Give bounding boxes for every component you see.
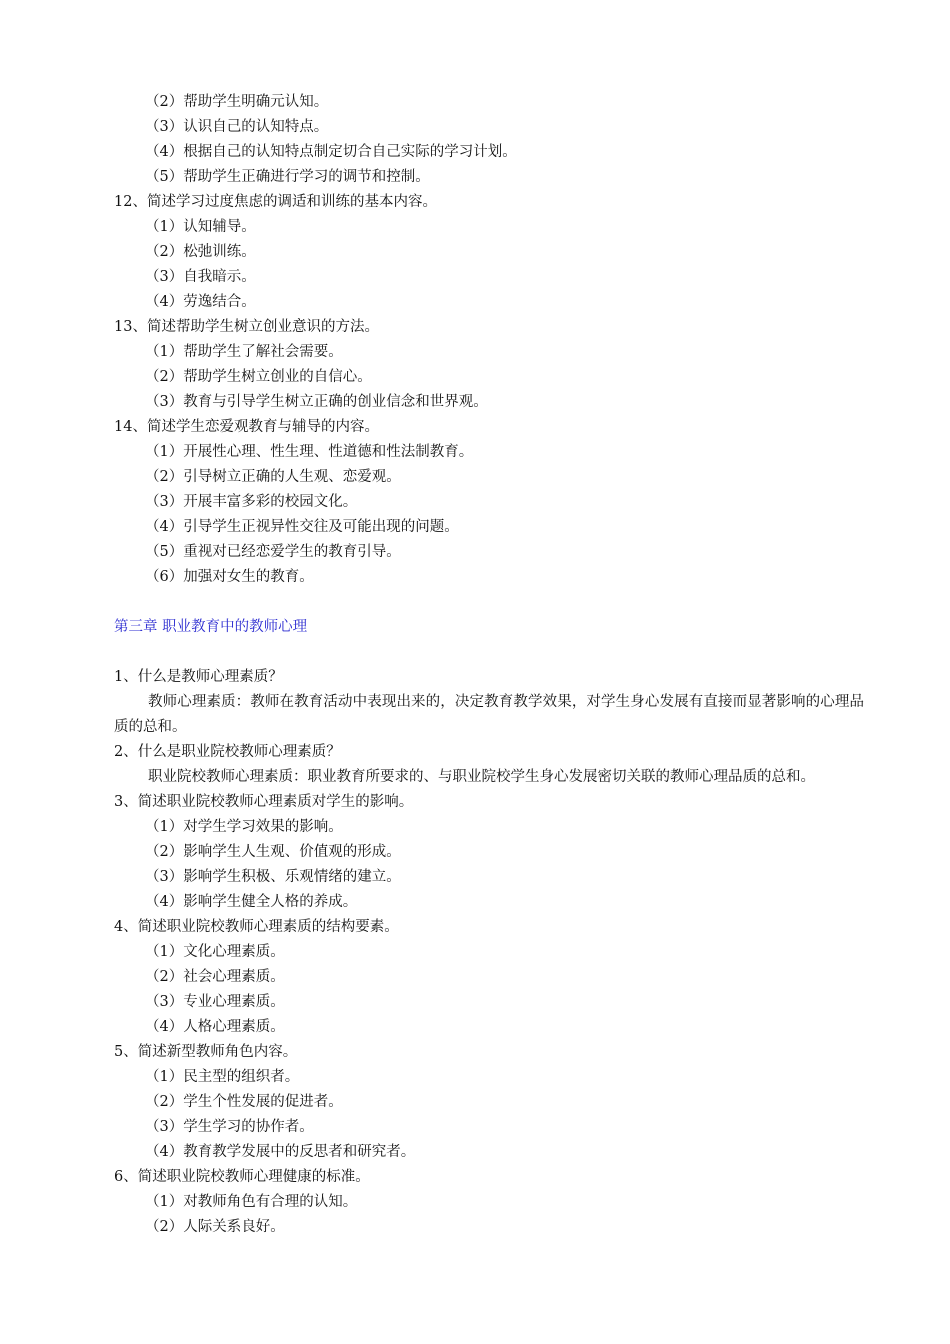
document-page [114, 90, 864, 1240]
answer-item: （2）帮助学生明确元认知。 [145, 94, 329, 110]
answer-item: （3）自我暗示。 [145, 269, 256, 285]
question-heading: 1、什么是教师心理素质？ [114, 669, 283, 685]
question-heading: 4、简述职业院校教师心理素质的结构要素。 [114, 919, 399, 935]
answer-item: （3）教育与引导学生树立正确的创业信念和世界观。 [145, 394, 488, 410]
answer-item: （4）劳逸结合。 [145, 294, 256, 310]
answer-item: （2）引导树立正确的人生观、恋爱观。 [145, 469, 401, 485]
answer-item: （3）学生学习的协作者。 [145, 1119, 314, 1135]
question-heading: 2、什么是职业院校教师心理素质？ [114, 744, 341, 760]
answer-item: （1）民主型的组织者。 [145, 1069, 300, 1085]
question-heading: 5、简述新型教师角色内容。 [114, 1044, 298, 1060]
answer-item: （1）开展性心理、性生理、性道德和性法制教育。 [145, 444, 474, 460]
chapter-heading: 第三章 职业教育中的教师心理 [114, 619, 308, 635]
answer-item: （2）社会心理素质。 [145, 969, 285, 985]
answer-item: （1）认知辅导。 [145, 219, 256, 235]
answer-item: （4）教育教学发展中的反思者和研究者。 [145, 1144, 416, 1160]
answer-item: （1）文化心理素质。 [145, 944, 285, 960]
answer-paragraph: 职业院校教师心理素质：职业教育所要求的、与职业院校学生身心发展密切关联的教师心理品质的总和。 [148, 769, 815, 785]
question-heading: 6、简述职业院校教师心理健康的标准。 [114, 1169, 370, 1185]
answer-item: （4）引导学生正视异性交往及可能出现的问题。 [145, 519, 459, 535]
answer-item: （3）认识自己的认知特点。 [145, 119, 329, 135]
answer-item: （3）影响学生积极、乐观情绪的建立。 [145, 869, 401, 885]
question-heading: 14、简述学生恋爱观教育与辅导的内容。 [114, 419, 379, 435]
answer-item: （2）人际关系良好。 [145, 1219, 285, 1235]
answer-item: （1）对教师角色有合理的认知。 [145, 1194, 358, 1210]
answer-item: （5）帮助学生正确进行学习的调节和控制。 [145, 169, 430, 185]
answer-item: （4）影响学生健全人格的养成。 [145, 894, 358, 910]
answer-item: （4）人格心理素质。 [145, 1019, 285, 1035]
answer-paragraph: 教师心理素质：教师在教育活动中表现出来的，决定教育教学效果，对学生身心发展有直接而显著影响的心理品质的总和。 [114, 694, 864, 735]
answer-item: （2）帮助学生树立创业的自信心。 [145, 369, 372, 385]
question-heading: 12、简述学习过度焦虑的调适和训练的基本内容。 [114, 194, 437, 210]
answer-item: （3）开展丰富多彩的校园文化。 [145, 494, 358, 510]
answer-item: （2）学生个性发展的促进者。 [145, 1094, 343, 1110]
answer-item: （3）专业心理素质。 [145, 994, 285, 1010]
section-chapter-three-questions [114, 665, 864, 1240]
answer-item: （1）对学生学习效果的影响。 [145, 819, 343, 835]
answer-item: （2）松弛训练。 [145, 244, 256, 260]
answer-item: （4）根据自己的认知特点制定切合自己实际的学习计划。 [145, 144, 517, 160]
answer-item: （6）加强对女生的教育。 [145, 569, 314, 585]
question-heading: 13、简述帮助学生树立创业意识的方法。 [114, 319, 379, 335]
question-heading: 3、简述职业院校教师心理素质对学生的影响。 [114, 794, 414, 810]
answer-item: （5）重视对已经恋爱学生的教育引导。 [145, 544, 401, 560]
answer-item: （2）影响学生人生观、价值观的形成。 [145, 844, 401, 860]
section-chapter-two-questions [114, 90, 864, 590]
answer-item: （1）帮助学生了解社会需要。 [145, 344, 343, 360]
